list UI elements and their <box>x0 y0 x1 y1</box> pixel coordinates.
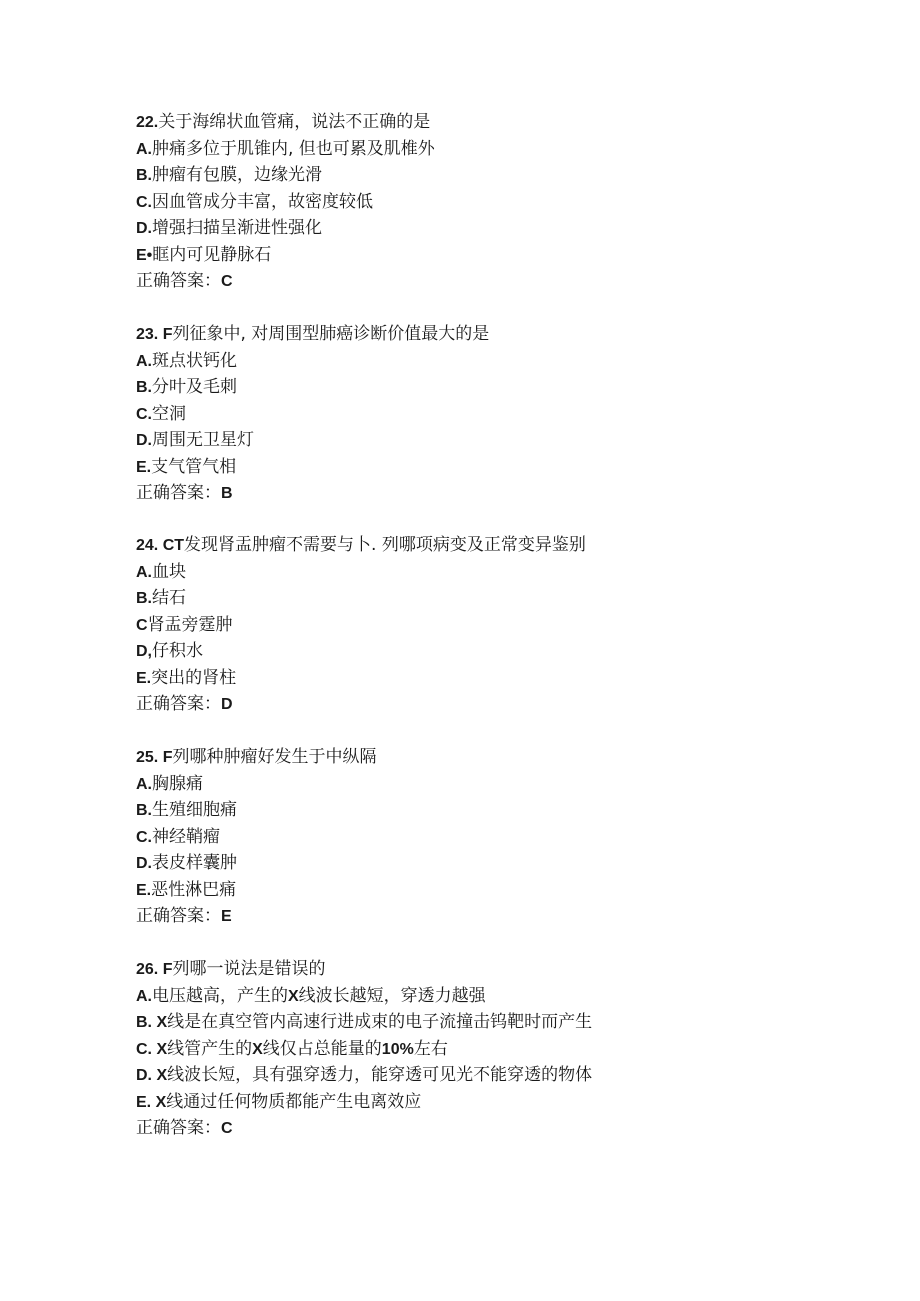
option-text: 恶性淋巴痛 <box>151 879 237 900</box>
question-stem <box>136 321 776 348</box>
option-key: D, <box>136 643 152 660</box>
option-text: 仔积水 <box>152 641 203 661</box>
option-e <box>136 454 776 481</box>
option-d <box>136 215 776 242</box>
option-b <box>136 374 776 401</box>
option-text: 眶内可见静脉石 <box>152 244 272 265</box>
option-e <box>136 1089 776 1116</box>
option-key: A. <box>136 140 152 158</box>
question-stem <box>136 109 776 136</box>
option-e <box>136 242 776 269</box>
option-c <box>136 1036 776 1063</box>
option-text-tail: 线波长越短，穿透力越强 <box>298 985 486 1006</box>
option-d <box>136 427 776 454</box>
option-text: 突出的肾柱 <box>151 667 237 688</box>
option-text: 结石 <box>152 588 186 608</box>
answer-line <box>136 691 776 718</box>
option-b <box>136 1009 776 1036</box>
option-b <box>136 162 776 189</box>
question-number: 26. F <box>136 961 173 978</box>
option-e <box>136 665 776 692</box>
option-text: 分叶及毛刺 <box>152 377 237 397</box>
option-text: 斑点状钙化 <box>152 350 237 371</box>
question-number: 24. CT <box>136 537 185 554</box>
question-25 <box>136 744 776 930</box>
option-key: B. <box>136 379 152 396</box>
option-text: 空洞 <box>152 403 186 424</box>
option-text: 周围无卫星灯 <box>152 430 254 450</box>
answer-line <box>136 480 776 507</box>
option-key: E• <box>136 246 153 264</box>
answer-value: C <box>221 1120 233 1137</box>
option-key: D. X <box>136 1067 168 1084</box>
option-key: A. <box>136 563 152 581</box>
answer-line <box>136 1115 776 1142</box>
answer-label: 正确答案： <box>136 1118 221 1138</box>
question-text: 关于海绵状血管痛，说法不正确的是 <box>158 112 431 132</box>
option-key: E. <box>136 881 152 899</box>
option-text: 生殖细胞痛 <box>152 800 237 820</box>
option-b <box>136 585 776 612</box>
question-number: 25. F <box>136 749 173 766</box>
option-key: C. <box>136 193 152 211</box>
option-key: D. <box>136 220 152 237</box>
answer-label: 正确答案： <box>136 694 221 714</box>
option-text: 肿瘤有包膜，边缘光滑 <box>152 165 322 185</box>
option-text: 线波长短，具有强穿透力，能穿透可见光不能穿透的物体 <box>167 1065 593 1085</box>
option-c <box>136 612 776 639</box>
question-stem <box>136 744 776 771</box>
option-d <box>136 638 776 665</box>
option-text: 电压越高，产生的 <box>152 985 288 1006</box>
question-number: 23. F <box>136 326 173 343</box>
option-b <box>136 797 776 824</box>
option-text: 血块 <box>152 561 186 582</box>
answer-line <box>136 903 776 930</box>
option-key: A. <box>136 352 152 370</box>
option-text: 肾盂旁霆肿 <box>147 614 233 635</box>
option-key: D. <box>136 432 152 449</box>
option-key: C. <box>136 828 152 846</box>
option-e <box>136 877 776 904</box>
option-a <box>136 559 776 586</box>
option-bold-term: X <box>252 1040 263 1058</box>
option-bold-percent: 10% <box>381 1040 414 1058</box>
option-key: B. X <box>136 1014 168 1031</box>
answer-value: E <box>221 908 232 925</box>
option-key: C <box>136 616 148 634</box>
option-a <box>136 136 776 163</box>
option-key: C. <box>136 405 152 423</box>
option-text: 线通过任何物质都能产生电离效应 <box>166 1091 422 1112</box>
question-number: 22. <box>136 114 159 131</box>
option-d <box>136 850 776 877</box>
option-a <box>136 348 776 375</box>
option-key: E. <box>136 669 152 687</box>
answer-label: 正确答案： <box>136 271 221 291</box>
option-c <box>136 401 776 428</box>
option-key: E. X <box>136 1093 167 1111</box>
question-stem <box>136 956 776 983</box>
option-key: A. <box>136 775 152 793</box>
option-text: 胸腺痛 <box>152 773 203 794</box>
question-text: 列征象中, 对周围型肺癌诊断价值最大的是 <box>172 324 490 344</box>
option-key: B. <box>136 590 152 607</box>
answer-value: C <box>221 273 233 290</box>
option-key: D. <box>136 855 152 872</box>
option-key: C. X <box>136 1040 168 1058</box>
option-c <box>136 824 776 851</box>
question-text: 发现肾盂肿瘤不需要与卜. 列哪项病变及正常变异鉴别 <box>184 535 586 555</box>
option-text-tail2: 左右 <box>413 1038 448 1059</box>
option-a <box>136 771 776 798</box>
option-text-tail: 线仅占总能量的 <box>262 1038 382 1059</box>
option-text: 肿痛多位于肌锥内, 但也可累及肌椎外 <box>152 138 435 159</box>
option-c <box>136 189 776 216</box>
option-bold-term: X <box>288 987 299 1005</box>
question-text: 列哪一说法是错误的 <box>172 959 326 979</box>
answer-line <box>136 268 776 295</box>
option-text: 神经鞘瘤 <box>152 826 220 847</box>
option-d <box>136 1062 776 1089</box>
question-24 <box>136 532 776 718</box>
question-26 <box>136 956 776 1142</box>
question-stem <box>136 532 776 559</box>
option-text: 支气管气相 <box>151 456 237 477</box>
answer-value: B <box>221 485 233 502</box>
option-text: 表皮样囊肿 <box>152 853 237 873</box>
answer-label: 正确答案： <box>136 483 221 503</box>
option-text: 增强扫描呈渐进性强化 <box>152 218 322 238</box>
option-a <box>136 983 776 1010</box>
option-key: B. <box>136 802 152 819</box>
answer-value: D <box>221 696 233 713</box>
option-key: B. <box>136 167 152 184</box>
question-22 <box>136 109 776 295</box>
option-key: E. <box>136 458 152 476</box>
option-text: 因血管成分丰富，故密度较低 <box>152 191 373 212</box>
option-text: 线管产生的 <box>167 1038 253 1059</box>
answer-label: 正确答案： <box>136 906 221 926</box>
question-text: 列哪种肿瘤好发生于中纵隔 <box>172 747 377 767</box>
option-key: A. <box>136 987 152 1005</box>
option-text: 线是在真空管内高速行进成束的电子流撞击钨靶时而产生 <box>167 1012 593 1032</box>
question-23 <box>136 321 776 507</box>
